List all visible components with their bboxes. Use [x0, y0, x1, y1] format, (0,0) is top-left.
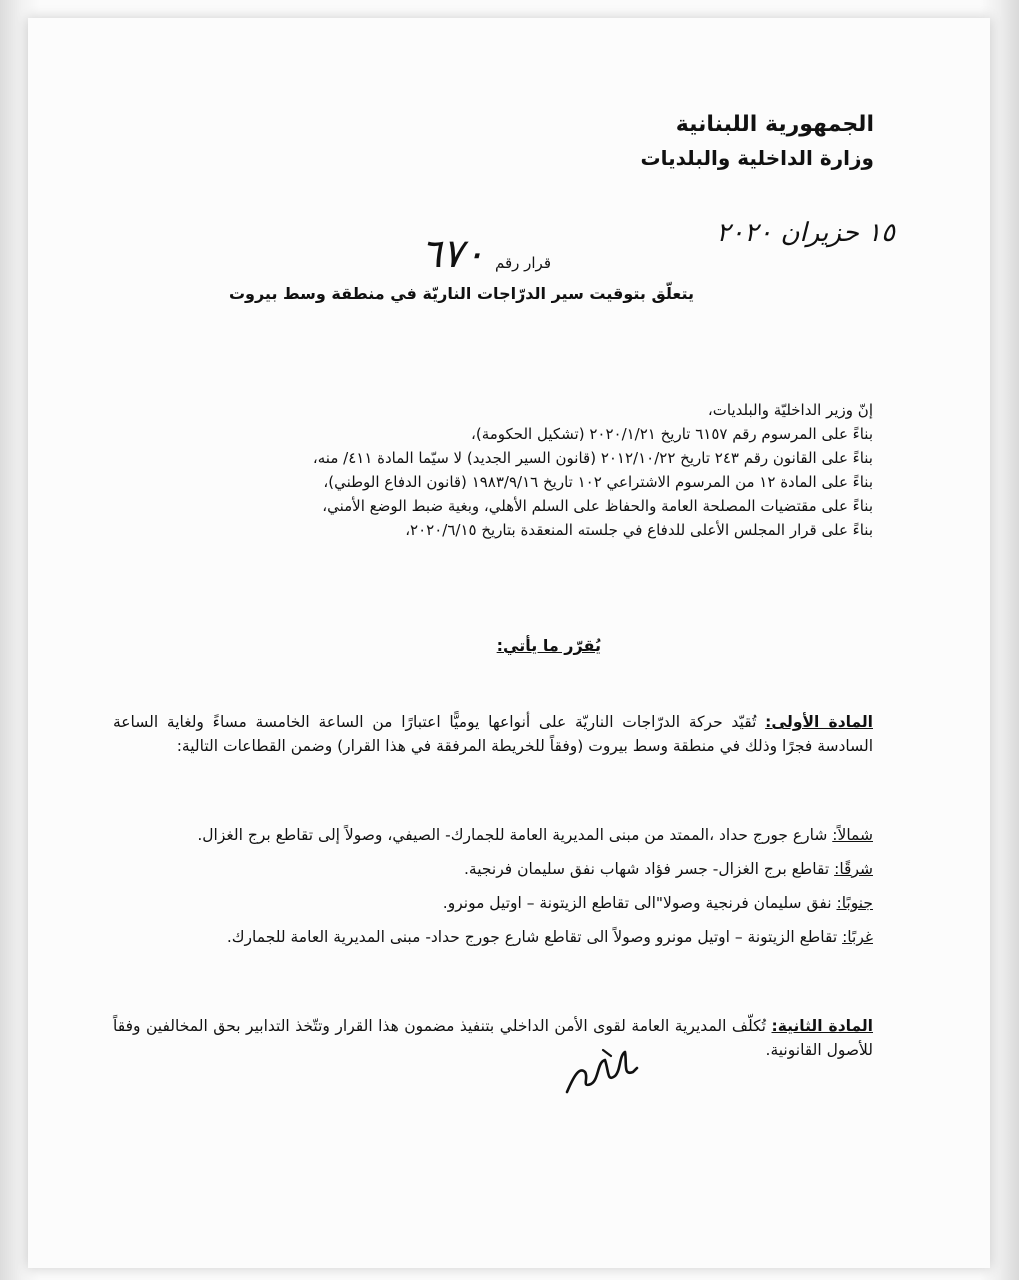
article-one: [113, 710, 873, 758]
article-one-label: المادة الأولى:: [765, 713, 873, 731]
article-one-text: تُقيّد حركة الدرّاجات الناريّة على أنواعها يوميًّا اعتبارًا من الساعة الخامسة مساءً ولغاية الساعة السادسة فجرًا وذلك في منطقة وسط بيروت (وفقاً للخريطة المرفقة في هذا القرار) وضمن القطاعات التالية:: [113, 713, 873, 755]
ministry-heading: وزارة الداخلية والبلديات: [640, 146, 874, 170]
preamble-line: بناءً على المادة ١٢ من المرسوم الاشتراعي ١٠٢ تاريخ ١٩٨٣/٩/١٦ (قانون الدفاع الوطني)،: [323, 473, 873, 491]
decree-heading: يُقرّر ما يأتي:: [496, 636, 601, 655]
decision-number: ٦٧٠: [420, 231, 485, 277]
sector-label: غربًا:: [842, 928, 873, 946]
article-two: [113, 1014, 873, 1062]
signature-mark: [563, 1042, 641, 1098]
sector-text: شارع جورج حداد ،الممتد من مبنى المديرية العامة للجمارك- الصيفي، وصولاً إلى تقاطع برج الغزال.: [197, 826, 828, 844]
sector-east: [93, 852, 873, 886]
decision-number-line: [420, 231, 551, 277]
sector-text: تقاطع الزيتونة – اوتيل مونرو وصولاً الى تقاطع شارع جورج حداد- مبنى المديرية العامة للجمارك.: [226, 928, 838, 946]
sector-label: جنوبًا:: [836, 894, 873, 912]
decision-label: قرار رقم: [494, 254, 551, 272]
sector-text: نفق سليمان فرنجية وصولا"الى تقاطع الزيتونة – اوتيل مونرو.: [442, 894, 832, 912]
article-two-label: المادة الثانية:: [771, 1017, 873, 1035]
sector-list: [93, 818, 873, 954]
sector-label: شرقًا:: [834, 860, 873, 878]
preamble: [113, 398, 873, 542]
article-two-text: تُكلّف المديرية العامة لقوى الأمن الداخلي بتنفيذ مضمون هذا القرار وتتّخذ التدابير بحق المخالفين وفقاً للأصول القانونية.: [113, 1017, 873, 1059]
sector-label: شمالاً:: [832, 826, 873, 844]
sector-west: [93, 920, 873, 954]
preamble-line: بناءً على قرار المجلس الأعلى للدفاع في جلسته المنعقدة بتاريخ ٢٠٢٠/٦/١٥،: [405, 521, 873, 539]
preamble-line: إنّ وزير الداخليّة والبلديات،: [707, 401, 873, 419]
preamble-line: بناءً على القانون رقم ٢٤٣ تاريخ ٢٠١٢/١٠/٢٢ (قانون السير الجديد) لا سيّما المادة ٤١١/ منه،: [312, 449, 873, 467]
preamble-line: بناءً على مقتضيات المصلحة العامة والحفاظ على السلم الأهلي، وبغية ضبط الوضع الأمني،: [322, 497, 873, 515]
sector-north: [93, 818, 873, 852]
handwritten-date: ١٥ حزيران ٢٠٢٠: [716, 218, 895, 248]
preamble-line: بناءً على المرسوم رقم ٦١٥٧ تاريخ ٢٠٢٠/١/٢١ (تشكيل الحكومة)،: [471, 425, 873, 443]
sector-text: تقاطع برج الغزال- جسر فؤاد شهاب نفق سليمان فرنجية.: [464, 860, 830, 878]
subject-line: يتعلّق بتوقيت سير الدرّاجات الناريّة في منطقة وسط بيروت: [228, 284, 694, 303]
republic-heading: الجمهورية اللبنانية: [675, 112, 874, 137]
sector-south: [93, 886, 873, 920]
